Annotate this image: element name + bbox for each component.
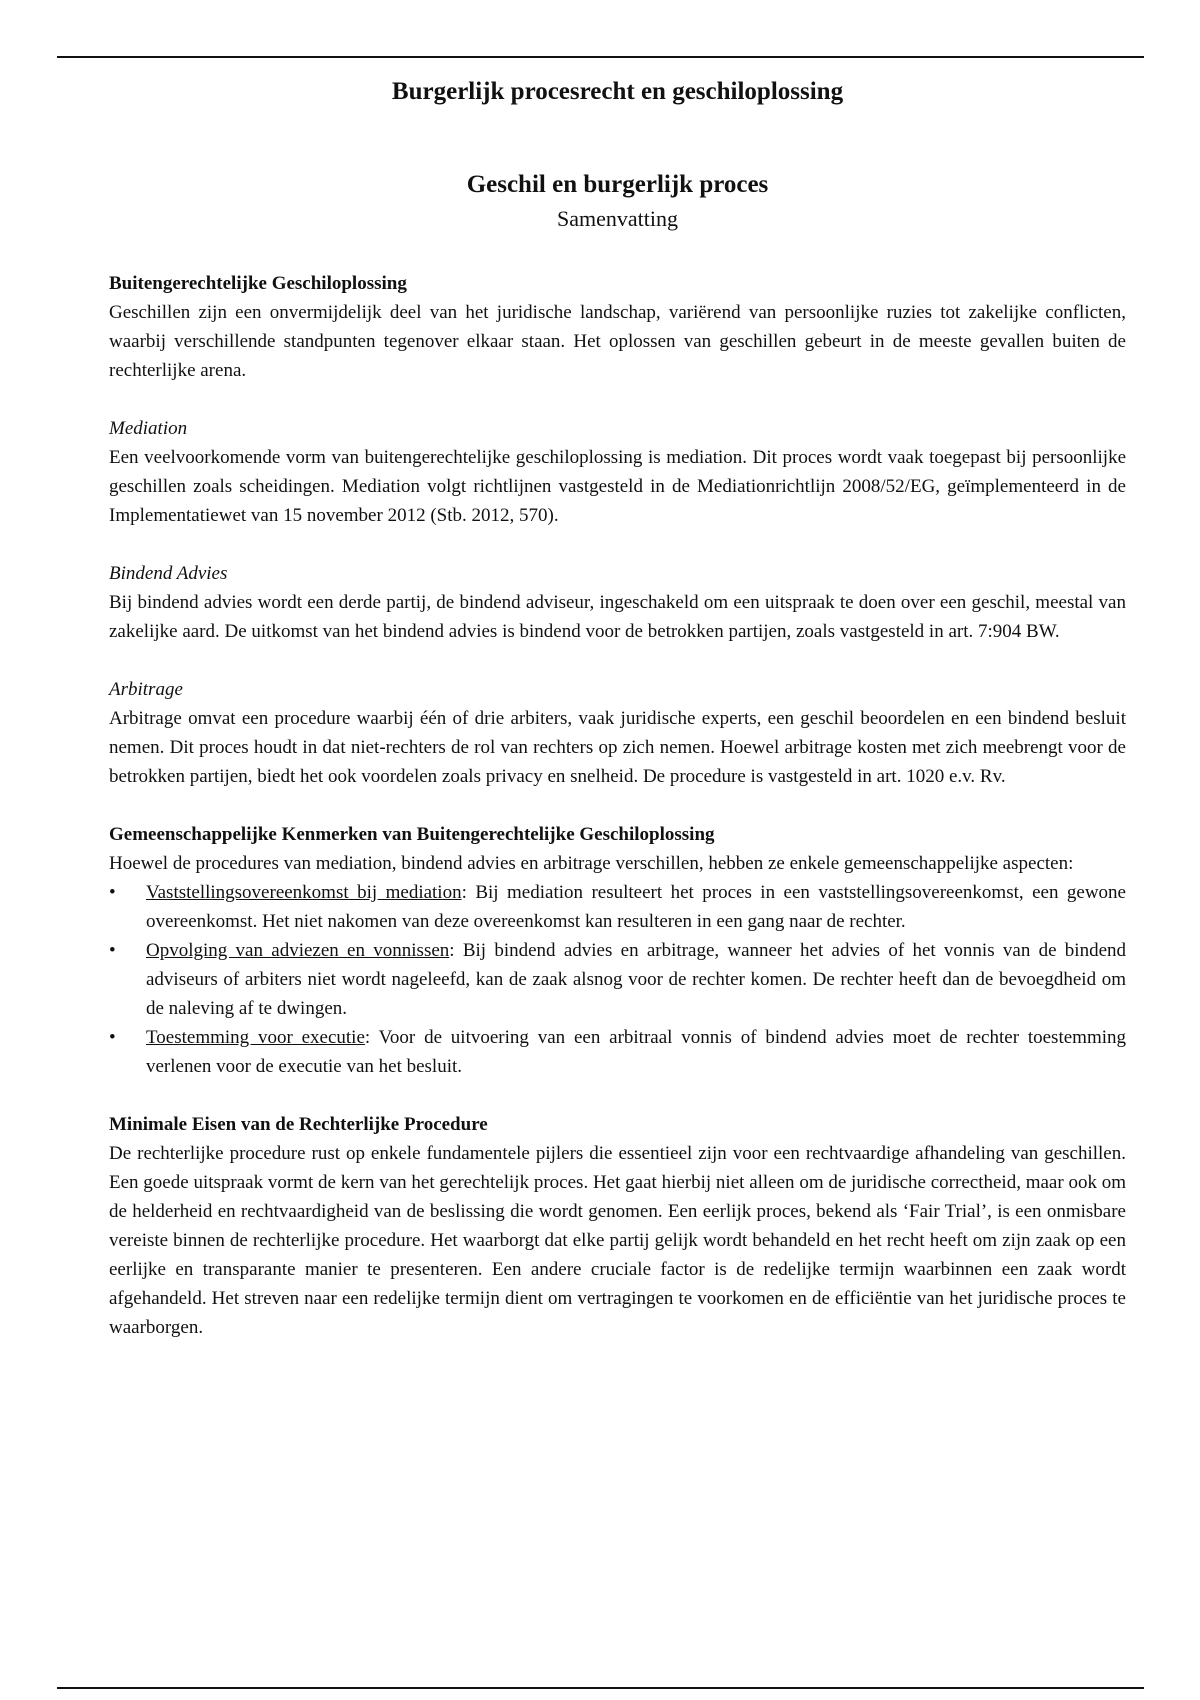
bullet-term: Vaststellingsovereenkomst bij mediation — [146, 881, 462, 903]
document-body — [109, 64, 1126, 1342]
bullet-item — [109, 878, 1126, 936]
section-paragraph: Een veelvoorkomende vorm van buitengerechtelijke geschiloplossing is mediation. Dit proces wordt vaak toegepast bij persoonlijke geschillen zoals scheidingen. Mediation volgt richtlijnen vastgesteld in de Mediationrichtlijn 2008/52/EG, geïmplementeerd in de Implementatiewet van 15 november 2012 (Stb. 2012, 570). — [109, 446, 1126, 526]
section-paragraph: Geschillen zijn een onvermijdelijk deel van het juridische landschap, variërend van persoonlijke ruzies tot zakelijke conflicten, waarbij verschillende standpunten tegenover elkaar staan. Het oplossen van geschillen gebeurt in de meeste gevallen buiten de rechterlijke arena. — [109, 301, 1126, 381]
bullet-text: : Voor de uitvoering van een arbitraal vonnis of bindend advies moet de rechter toestemming verlenen voor de executie van het besluit. — [146, 1026, 1126, 1077]
section-mediation — [109, 414, 1126, 530]
bullet-term: Toestemming voor executie — [146, 1026, 365, 1048]
bullet-text: : Bij bindend advies en arbitrage, wanneer het advies of het vonnis van de bindend adviseurs of arbiters niet wordt nageleefd, kan de zaak alsnog voor de rechter komen. De rechter heeft dan de bevoegdheid om de naleving af te dwingen. — [146, 939, 1127, 1019]
bottom-rule — [57, 1687, 1144, 1689]
bullet-item — [109, 936, 1126, 1023]
section-minimale-eisen — [109, 1110, 1126, 1342]
subsection-heading: Mediation — [109, 417, 188, 439]
section-paragraph: De rechterlijke procedure rust op enkele fundamentele pijlers die essentieel zijn voor een rechtvaardige afhandeling van geschillen. Een goede uitspraak vormt de kern van het gerechtelijk proces. Het gaat hierbij niet alleen om de juridische correctheid, maar ook om de helderheid en rechtvaardigheid van de beslissing die wordt genomen. Een eerlijk proces, bekend als ‘Fair Trial’, is een onmisbare vereiste binnen de rechterlijke procedure. Het waarborgt dat elke partij gelijk wordt behandeld en het recht heeft om zijn zaak op een eerlijke en transparante manier te presenteren. Een andere cruciale factor is de redelijke termijn waarbinnen een zaak wordt afgehandeld. Het streven naar een redelijke termijn dient om vertragingen te voorkomen en de efficiëntie van het juridische proces te waarborgen. — [109, 1142, 1126, 1338]
top-rule — [57, 56, 1144, 58]
chapter-title: Geschil en burgerlijk proces — [466, 171, 769, 198]
bullet-text: : Bij mediation resulteert het proces in een vaststellingsovereenkomst, een gewone overeenkomst. Het niet nakomen van deze overeenkomst kan resulteren in een gang naar de rechter. — [146, 881, 1126, 932]
bullet-list — [109, 878, 1126, 1081]
section-heading: Minimale Eisen van de Rechterlijke Procedure — [109, 1113, 488, 1135]
bullet-icon: • — [109, 939, 116, 961]
section-heading: Gemeenschappelijke Kenmerken van Buitengerechtelijke Geschiloplossing — [109, 823, 715, 845]
subtitle: Samenvatting — [557, 206, 678, 231]
section-paragraph: Arbitrage omvat een procedure waarbij één of drie arbiters, vaak juridische experts, een geschil beoordelen en een bindend besluit nemen. Dit proces houdt in dat niet-rechters de rol van rechters op zich nemen. Hoewel arbitrage kosten met zich meebrengt voor de betrokken partijen, biedt het ook voordelen zoals privacy en snelheid. De procedure is vastgesteld in art. 1020 e.v. Rv. — [109, 707, 1126, 787]
subsection-heading: Arbitrage — [109, 678, 183, 700]
section-heading: Buitengerechtelijke Geschiloplossing — [109, 272, 407, 294]
bullet-icon: • — [109, 881, 116, 903]
bullet-term: Opvolging van adviezen en vonnissen — [146, 939, 450, 961]
section-bindend-advies — [109, 559, 1126, 646]
section-kenmerken — [109, 820, 1126, 1081]
bullet-icon: • — [109, 1026, 116, 1048]
section-paragraph: Bij bindend advies wordt een derde partij, de bindend adviseur, ingeschakeld om een uitspraak te doen over een geschil, meestal van zakelijke aard. De uitkomst van het bindend advies is bindend voor de betrokken partijen, zoals vastgesteld in art. 7:904 BW. — [109, 591, 1126, 642]
section-buitengerechtelijk — [109, 269, 1126, 385]
document-title: Burgerlijk procesrecht en geschiloplossing — [391, 78, 844, 105]
section-arbitrage — [109, 675, 1126, 791]
bullet-item — [109, 1023, 1126, 1081]
section-intro: Hoewel de procedures van mediation, bindend advies en arbitrage verschillen, hebben ze enkele gemeenschappelijke aspecten: — [109, 852, 1074, 874]
subsection-heading: Bindend Advies — [109, 562, 228, 584]
